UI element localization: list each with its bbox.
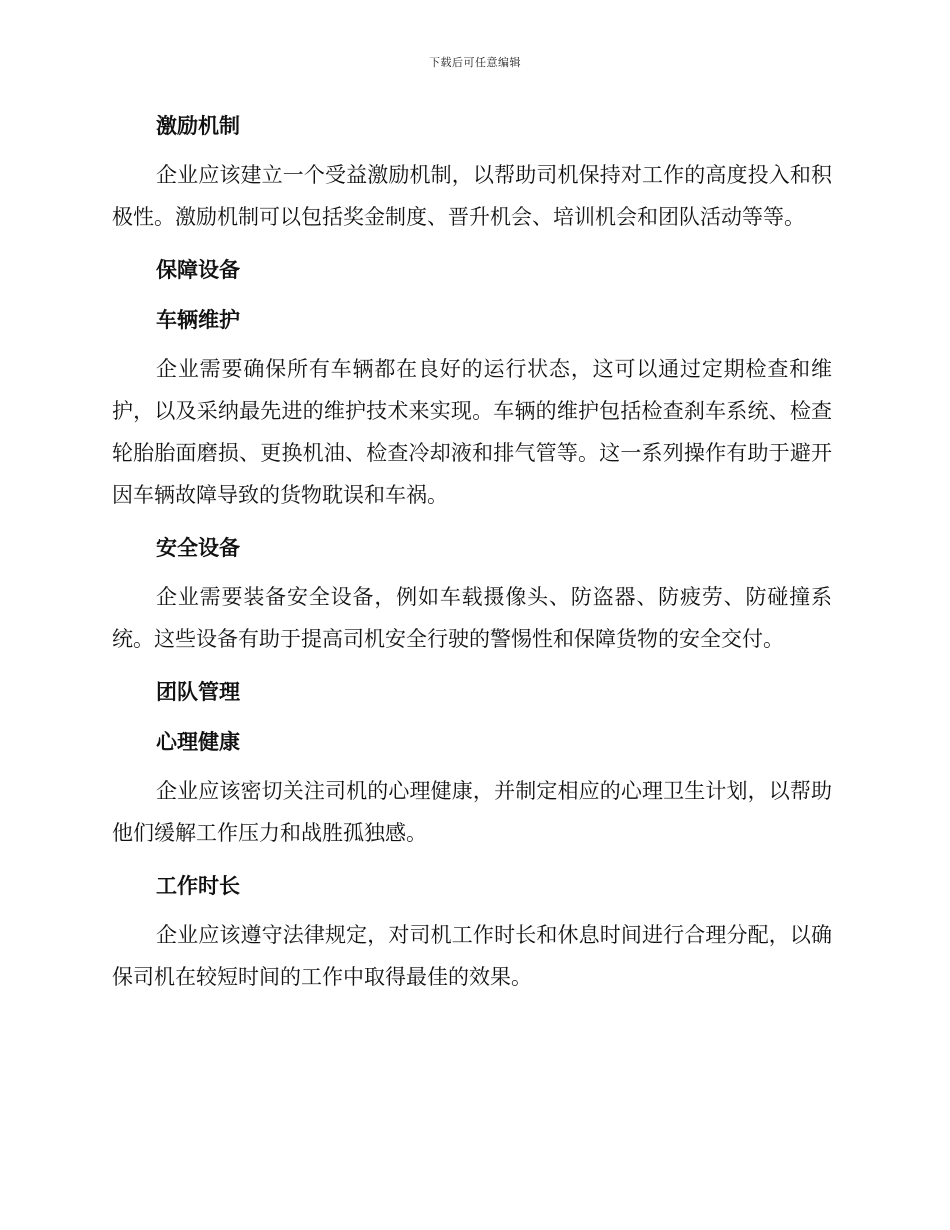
page-header: 下载后可任意编辑: [429, 56, 521, 69]
heading-support-equipment: 保障设备: [156, 258, 240, 282]
paragraph-mental-health: 企业应该密切关注司机的心理健康，并制定相应的心理卫生计划，以帮助他们缓解工作压力和战胜孤独感。: [112, 779, 832, 845]
paragraph-incentive-mechanism: 企业应该建立一个受益激励机制，以帮助司机保持对工作的高度投入和积极性。激励机制可以包括奖金制度、晋升机会、培训机会和团队活动等等。: [112, 163, 832, 229]
paragraph-vehicle-maintenance: 企业需要确保所有车辆都在良好的运行状态，这可以通过定期检查和维护，以及采纳最先进的维护技术来实现。车辆的维护包括检查刹车系统、检查轮胎胎面磨损、更换机油、检查冷却液和排气管等。这一系列操作有助于避开因车辆故障导致的货物耽误和车祸。: [112, 357, 832, 507]
heading-incentive-mechanism: 激励机制: [156, 114, 240, 138]
paragraph-working-hours: 企业应该遵守法律规定，对司机工作时长和休息时间进行合理分配，以确保司机在较短时间的工作中取得最佳的效果。: [112, 923, 832, 989]
heading-safety-equipment: 安全设备: [156, 536, 240, 560]
heading-mental-health: 心理健康: [156, 730, 240, 754]
heading-working-hours: 工作时长: [156, 874, 240, 898]
heading-vehicle-maintenance: 车辆维护: [156, 308, 240, 332]
paragraph-safety-equipment: 企业需要装备安全设备，例如车载摄像头、防盗器、防疲劳、防碰撞系统。这些设备有助于提高司机安全行驶的警惕性和保障货物的安全交付。: [112, 585, 832, 651]
heading-team-management: 团队管理: [156, 680, 240, 704]
document-body: [112, 108, 832, 998]
